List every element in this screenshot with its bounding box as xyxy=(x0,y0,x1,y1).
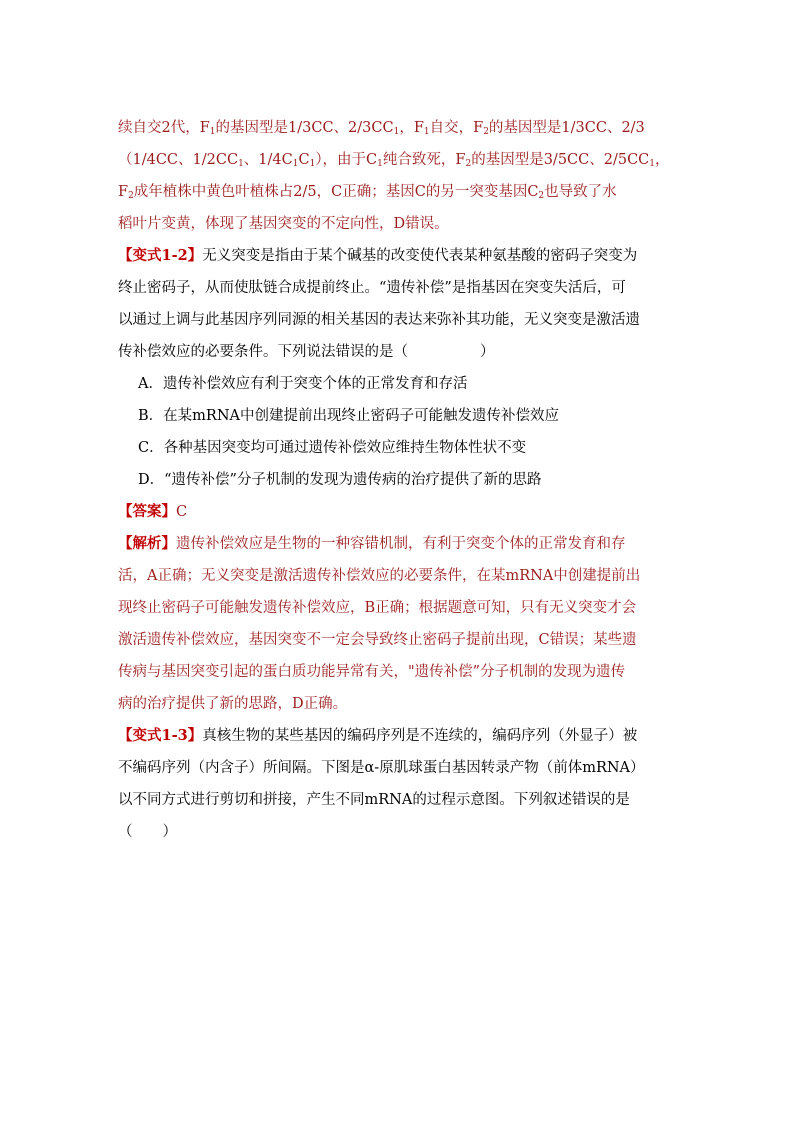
question-1-3-line-2: 不编码序列（内含子）所间隔。下图是α-原肌球蛋白基因转录产物（前体mRNA） xyxy=(118,760,645,776)
question-1-3-line-3: 以不同方式进行剪切和拼接，产生不同mRNA的过程示意图。下列叙述错误的是 xyxy=(118,792,630,808)
answer-value: C xyxy=(176,504,188,520)
question-tag: 【变式1-3】 xyxy=(118,727,203,744)
analysis-continuation-line-3: $F_2$成年植株中黄色叶植株占2/5，C正确；基因C的另一突变基因$C_2$也导致了水 xyxy=(118,184,617,201)
analysis-continuation-line-1: 续自交2代，$F_1$的基因型是1/3CC、$2/3CC_1$，$F_1$自交，$F_2$的基因型是1/3CC、2/3 xyxy=(118,120,645,137)
analysis-line-6: 病的治疗提供了新的思路，D正确。 xyxy=(118,696,348,712)
answer-line xyxy=(118,496,698,528)
question-1-2-line-1: 【变式1-2】无义突变是指由于某个碱基的改变使代表某种氨基酸的密码子突变为 xyxy=(118,247,638,264)
option-c: C．各种基因突变均可通过遗传补偿效应维持生物体性状不变 xyxy=(138,440,527,456)
analysis-tag: 【解析】 xyxy=(118,535,176,552)
option-d: D．“遗传补偿”分子机制的发现为遗传病的治疗提供了新的思路 xyxy=(138,472,542,488)
question-tag: 【变式1-2】 xyxy=(118,247,203,264)
analysis-line-1: 【解析】遗传补偿效应是生物的一种容错机制，有利于突变个体的正常发育和存 xyxy=(118,535,626,552)
question-1-3-line-1: 【变式1-3】真核生物的某些基因的编码序列是不连续的，编码序列（外显子）被 xyxy=(118,727,638,744)
analysis-continuation-line-4: 稻叶片变黄，体现了基因突变的不定向性，D错误。 xyxy=(118,216,449,232)
option-b: B．在某mRNA中创建提前出现终止密码子可能触发遗传补偿效应 xyxy=(138,408,559,424)
answer-tag: 【答案】 xyxy=(118,503,176,520)
analysis-line-2: 活，A正确；无义突变是激活遗传补偿效应的必要条件，在某mRNA中创建提前出 xyxy=(118,568,641,584)
analysis-line-4: 激活遗传补偿效应，基因突变不一定会导致终止密码子提前出现，C错误；某些遗 xyxy=(118,632,637,648)
analysis-continuation-line-2: （1/4CC、$1/2CC_1$、$1/4C_1C_1$），由于$C_1$纯合致死，$F_2$的基因型是3/5CC、$2/5CC_1$， xyxy=(118,152,670,169)
analysis-line-5: 传病与基因突变引起的蛋白质功能异常有关，"遗传补偿”分子机制的发现为遗传 xyxy=(118,664,626,680)
question-1-2-line-4: 传补偿效应的必要条件。下列说法错误的是（ ） xyxy=(118,344,495,360)
option-a: A．遗传补偿效应有利于突变个体的正常发育和存活 xyxy=(138,376,468,392)
analysis-line-3: 现终止密码子可能触发遗传补偿效应，B正确；根据题意可知，只有无义突变才会 xyxy=(118,600,637,616)
question-1-2-line-2: 终止密码子，从而使肽链合成提前终止。“遗传补偿”是指基因在突变失活后，可 xyxy=(118,280,626,296)
page-content xyxy=(118,112,698,848)
question-1-2-line-3: 以通过上调与此基因序列同源的相关基因的表达来弥补其功能，无义突变是激活遗 xyxy=(118,312,640,328)
question-1-3-line-4: （ ） xyxy=(118,824,177,840)
